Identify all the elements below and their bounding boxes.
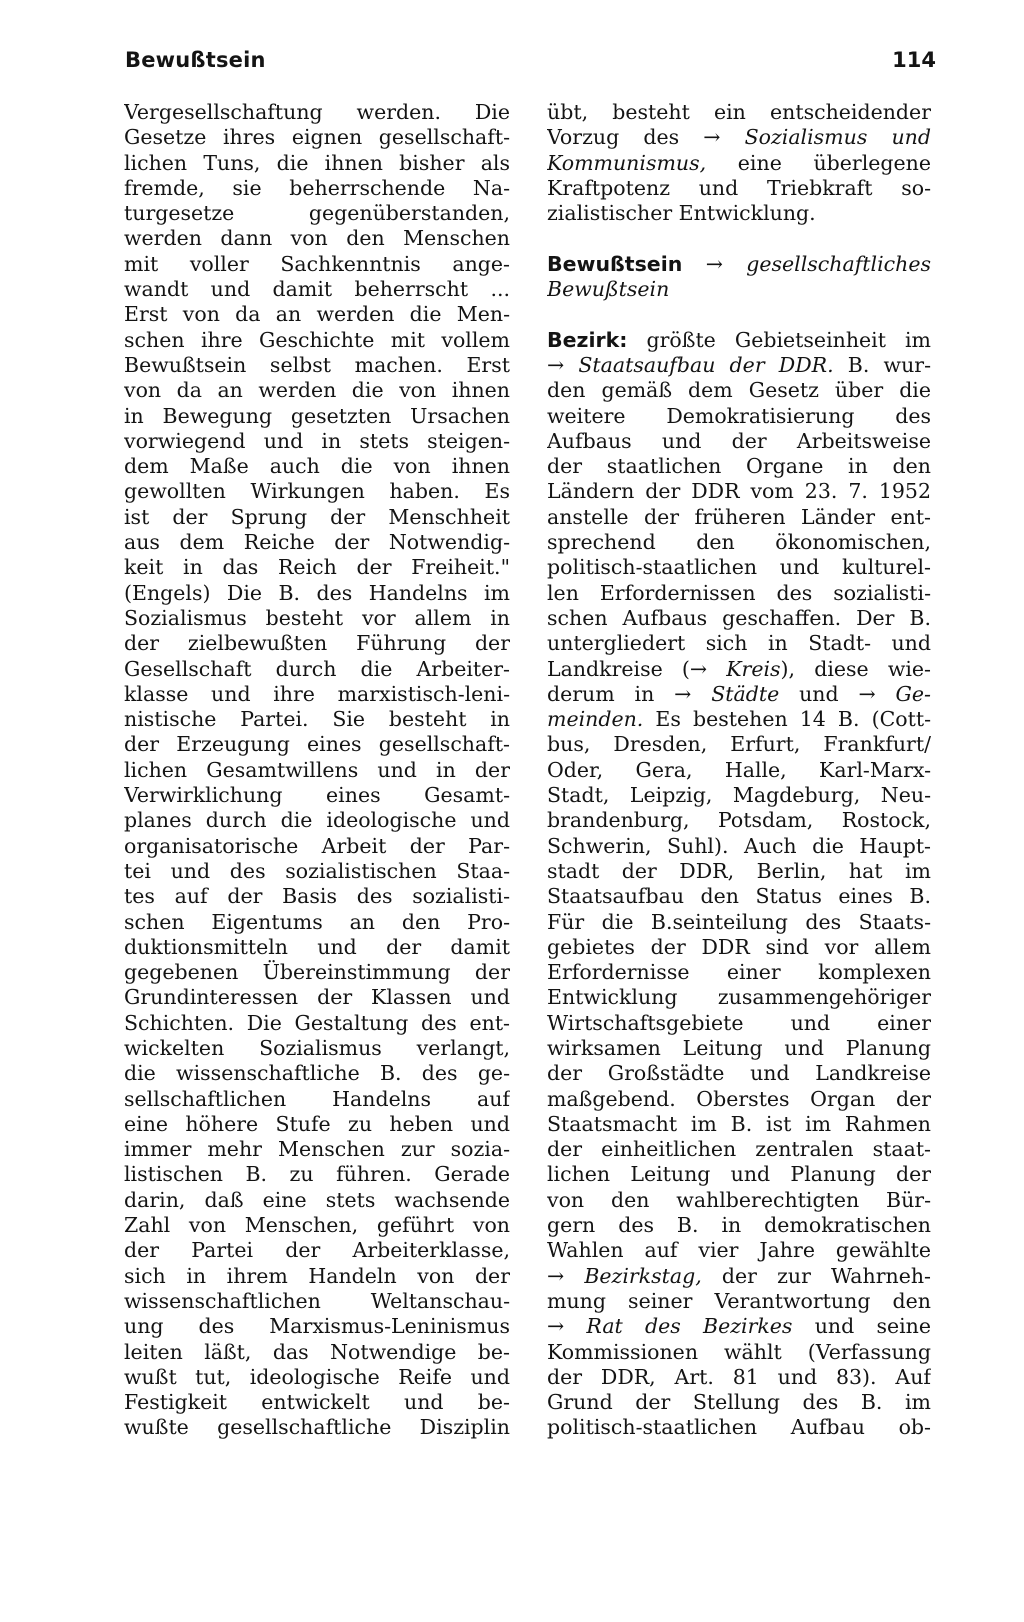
text-line: → Rat des Bezirkes und seine xyxy=(547,1314,931,1339)
text-line: werden dann von den Menschen xyxy=(124,226,510,251)
text-line: lichen Tuns, die ihnen bisher als xyxy=(124,150,510,175)
text-line: bus, Dresden, Erfurt, Frankfurt/ xyxy=(547,732,931,757)
text-line: → Staatsaufbau der DDR. B. wur- xyxy=(547,352,931,377)
text-line xyxy=(547,277,931,302)
text-line: sprechend den ökonomischen, xyxy=(547,530,931,555)
text-line: gewollten Wirkungen haben. Es xyxy=(124,479,510,504)
text-line: der zielbewußten Führung der xyxy=(124,631,510,656)
text-line: Sozialismus besteht vor allem in xyxy=(124,605,510,630)
text-line: duktionsmitteln und der damit xyxy=(124,934,510,959)
text-line: Aufbaus und der Arbeitsweise xyxy=(547,428,931,453)
cross-reference: Bewußtsein xyxy=(547,277,670,302)
text-line: der Großstädte und Landkreise xyxy=(547,1061,931,1086)
text-line: wußt tut, ideologische Reife und xyxy=(124,1364,510,1389)
text-line: derum in → Städte und → Ge- xyxy=(547,681,931,706)
text-line: Landkreise (→ Kreis), diese wie- xyxy=(547,656,931,681)
right-column xyxy=(547,100,931,1441)
text-line: ist der Sprung der Menschheit xyxy=(124,504,510,529)
text-line: sich in ihrem Handeln von der xyxy=(124,1263,510,1288)
text-line: Wahlen auf vier Jahre gewählte xyxy=(547,1238,931,1263)
cross-reference: Bezirkstag, xyxy=(584,1263,702,1288)
bezirk-lines-a xyxy=(547,378,931,656)
text-line: darin, daß eine stets wachsende xyxy=(124,1187,510,1212)
running-head: Bewußtsein xyxy=(125,48,266,72)
text-line: gebietes der DDR sind vor allem xyxy=(547,934,931,959)
text-line: lichen Leitung und Planung der xyxy=(547,1162,931,1187)
text-line: gegebenen Übereinstimmung der xyxy=(124,960,510,985)
text-line: tei und des sozialistischen Staa- xyxy=(124,858,510,883)
text-line: Stadt, Leipzig, Magdeburg, Neu- xyxy=(547,783,931,808)
entry-bezirk: Bezirk: größte Gebietseinheit im xyxy=(547,327,931,352)
text-line: der DDR, Art. 81 und 83). Auf xyxy=(547,1364,931,1389)
cross-reference-arrow: → xyxy=(547,1263,565,1288)
text-line: wissenschaftlichen Weltanschau- xyxy=(124,1288,510,1313)
text-line: die wissenschaftliche B. des ge- xyxy=(124,1061,510,1086)
text-line: Erst von da an werden die Men- xyxy=(124,302,510,327)
text-line: wandt und damit beherrscht ... xyxy=(124,277,510,302)
text-line: Für die B.seinteilung des Staats- xyxy=(547,909,931,934)
text-line: nistische Partei. Sie besteht in xyxy=(124,707,510,732)
entry-bewusstsein xyxy=(547,252,931,277)
page-header xyxy=(125,48,936,84)
text-line: den gemäß dem Gesetz über die xyxy=(547,378,931,403)
text-line: turgesetze gegenüberstanden, xyxy=(124,201,510,226)
text-line: der Partei der Arbeiterklasse, xyxy=(124,1238,510,1263)
text-line: dem Maße auch die von ihnen xyxy=(124,454,510,479)
text-line: mung seiner Verantwortung den xyxy=(547,1288,931,1313)
cross-reference: Kommunismus, xyxy=(547,150,707,175)
text-line: Staatsaufbau den Status eines B. xyxy=(547,884,931,909)
text-line: maßgebend. Oberstes Organ der xyxy=(547,1086,931,1111)
text-line: sellschaftlichen Handelns auf xyxy=(124,1086,510,1111)
text-line: wickelten Sozialismus verlangt, xyxy=(124,1035,510,1060)
text-line: gern des B. in demokratischen xyxy=(547,1213,931,1238)
text-line: (Engels) Die B. des Handelns im xyxy=(124,580,510,605)
text-line: Schichten. Die Gestaltung des ent- xyxy=(124,1010,510,1035)
text-line: von den wahlberechtigten Bür- xyxy=(547,1187,931,1212)
text-line: Kommunismus, eine überlegene xyxy=(547,150,931,175)
text-line: vorwiegend und in stets steigen- xyxy=(124,428,510,453)
text-line: planes durch die ideologische und xyxy=(124,808,510,833)
text-line: Vergesellschaftung werden. Die xyxy=(124,100,510,124)
text-line: listischen B. zu führen. Gerade xyxy=(124,1162,510,1187)
text-line: fremde, sie beherrschende Na- xyxy=(124,175,510,200)
cross-reference: Rat des Bezirkes xyxy=(586,1314,793,1339)
text-line: von da an werden die von ihnen xyxy=(124,378,510,403)
text-line: Grundinteressen der Klassen und xyxy=(124,985,510,1010)
text-line: keit in das Reich der Freiheit." xyxy=(124,555,510,580)
text-line: len Erfordernissen des sozialisti- xyxy=(547,580,931,605)
cross-reference-arrow: → xyxy=(705,251,723,276)
text-line: der einheitlichen zentralen staat- xyxy=(547,1137,931,1162)
text-line: Entwicklung zusammengehöriger xyxy=(547,985,931,1010)
text-line: zialistischer Entwicklung. xyxy=(547,201,816,226)
text-line: Bewußtsein selbst machen. Erst xyxy=(124,352,510,377)
cross-reference-arrow: → xyxy=(547,1314,565,1339)
text-line: brandenburg, Potsdam, Rostock, xyxy=(547,808,931,833)
text-line: politisch-staatlichen Aufbau ob- xyxy=(547,1415,931,1440)
text-line: schen Aufbaus geschaffen. Der B. xyxy=(547,605,931,630)
text-line: schen Eigentums an den Pro- xyxy=(124,909,510,934)
text-line: Vorzug des → Sozialismus und xyxy=(547,125,931,150)
cross-reference: meinden. xyxy=(547,707,644,732)
cross-reference: Ge- xyxy=(895,681,931,706)
cross-reference-arrow: → xyxy=(703,125,721,150)
text-line: ung des Marxismus-Leninismus xyxy=(124,1314,510,1339)
text-line: tes auf der Basis des sozialisti- xyxy=(124,884,510,909)
text-line: stadt der DDR, Berlin, hat im xyxy=(547,858,931,883)
text-line: der staatlichen Organe in den xyxy=(547,454,931,479)
cross-reference: Staatsaufbau der DDR. xyxy=(578,352,834,377)
cross-reference: gesellschaftliches xyxy=(746,251,931,276)
text-line: Kommissionen wählt (Verfassung xyxy=(547,1339,931,1364)
text-line: Verwirklichung eines Gesamt- xyxy=(124,783,510,808)
headword: Bezirk: xyxy=(547,327,628,352)
text-line: Kraftpotenz und Triebkraft so- xyxy=(547,175,931,200)
text-line: Zahl von Menschen, geführt von xyxy=(124,1213,510,1238)
text-line: Festigkeit entwickelt und be- xyxy=(124,1390,510,1415)
text-line: lichen Gesamtwillens und in der xyxy=(124,757,510,782)
text-line: Oder, Gera, Halle, Karl-Marx- xyxy=(547,757,931,782)
cross-reference: Kreis xyxy=(726,656,781,681)
text-line: mit voller Sachkenntnis ange- xyxy=(124,251,510,276)
text-line: weitere Demokratisierung des xyxy=(547,403,931,428)
text-line: schen ihre Geschichte mit vollem xyxy=(124,327,510,352)
text-line: wußte gesellschaftliche Disziplin xyxy=(124,1415,510,1440)
headword: Bewußtsein xyxy=(547,251,683,276)
text-line: Gesellschaft durch die Arbeiter- xyxy=(124,656,510,681)
text-line: aus dem Reiche der Notwendig- xyxy=(124,530,510,555)
text-line: übt, besteht ein entscheidender xyxy=(547,100,931,124)
text-line: organisatorische Arbeit der Par- xyxy=(124,833,510,858)
bezirk-lines-c xyxy=(547,1340,931,1441)
text-line: Ländern der DDR vom 23. 7. 1952 xyxy=(547,479,931,504)
text-line: Erfordernisse einer komplexen xyxy=(547,960,931,985)
text-line: klasse und ihre marxistisch-leni- xyxy=(124,681,510,706)
bezirk-lines-b xyxy=(547,732,931,1263)
text-line: Grund der Stellung des B. im xyxy=(547,1390,931,1415)
left-column xyxy=(124,100,510,1441)
cross-reference: Sozialismus und xyxy=(744,125,931,150)
text-line: Wirtschaftsgebiete und einer xyxy=(547,1010,931,1035)
text-line: eine höhere Stufe zu heben und xyxy=(124,1111,510,1136)
text-line: untergliedert sich in Stadt- und xyxy=(547,631,931,656)
text-line: → Bezirkstag, der zur Wahrneh- xyxy=(547,1263,931,1288)
cross-reference: Städte xyxy=(711,681,780,706)
cross-reference-arrow: → xyxy=(547,352,565,377)
text-line: anstelle der früheren Länder ent- xyxy=(547,504,931,529)
text-line: Schwerin, Suhl). Auch die Haupt- xyxy=(547,833,931,858)
cross-reference-arrow: → xyxy=(689,656,708,681)
cross-reference-arrow: → xyxy=(858,681,876,706)
text-line: Gesetze ihres eignen gesellschaft- xyxy=(124,125,510,150)
text-line: meinden. Es bestehen 14 B. (Cott- xyxy=(547,707,931,732)
text-line: der Erzeugung eines gesellschaft- xyxy=(124,732,510,757)
text-line: Staatsmacht im B. ist im Rahmen xyxy=(547,1111,931,1136)
text-line: wirksamen Leitung und Planung xyxy=(547,1035,931,1060)
text-line: leiten läßt, das Notwendige be- xyxy=(124,1339,510,1364)
text-line: in Bewegung gesetzten Ursachen xyxy=(124,403,510,428)
text-line: immer mehr Menschen zur sozia- xyxy=(124,1137,510,1162)
page-number: 114 xyxy=(892,48,936,72)
cross-reference-arrow: → xyxy=(674,681,692,706)
text-line: politisch-staatlichen und kulturel- xyxy=(547,555,931,580)
